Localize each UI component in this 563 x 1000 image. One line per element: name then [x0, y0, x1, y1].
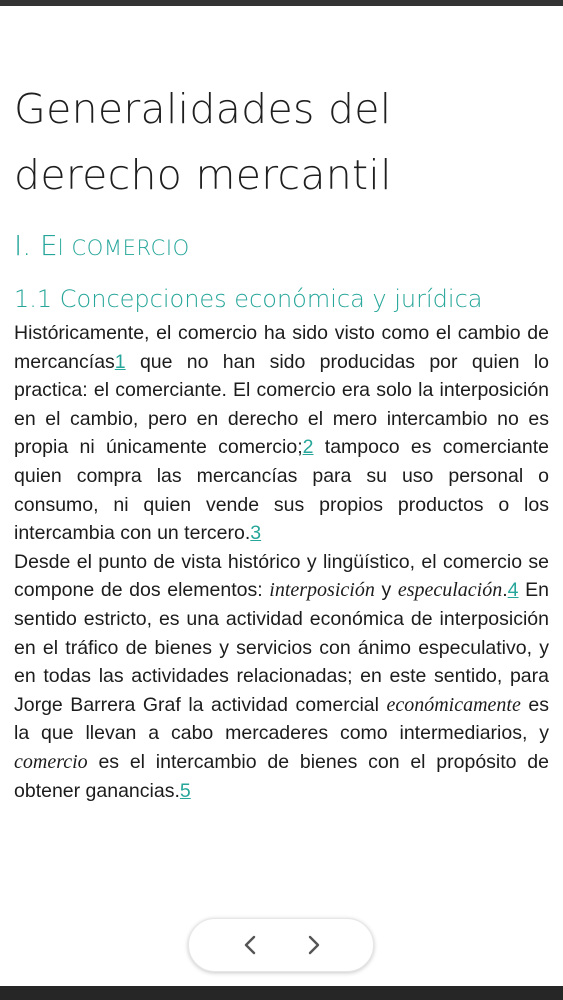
emphasis-interposicion: interposición — [269, 579, 375, 602]
paragraph-2: Desde el punto de vista histórico y lingüístico, el comercio se compone de dos elementos: interposición y especulación.4 En sentido estricto, es una actividad económica de interposición en el tráfico de bienes y servicios con ánimo especulativo, y en todas las actividades relacionadas; en este sentido, para Jorge Barrera Graf la actividad comercial económicamente es la que llevan a cabo mercaderes como intermediarios, y comercio es el intercambio de bienes con el propósito de obtener ganancias.5 — [14, 550, 549, 802]
book-title-line1: Generalidades del — [14, 85, 392, 133]
chevron-right-icon — [306, 934, 322, 956]
footnote-link-2[interactable]: 2 — [302, 436, 314, 459]
footnote-link-5[interactable]: 5 — [179, 779, 191, 802]
chapter-title-rest: l COMERCIO — [57, 236, 190, 260]
book-title-line2: derecho mercantil — [14, 151, 392, 199]
footnote-link-4[interactable]: 4 — [507, 579, 519, 602]
status-bar — [0, 0, 563, 6]
footnote-link-1[interactable]: 1 — [114, 350, 126, 373]
reader-content[interactable] — [14, 76, 549, 805]
footnote-link-3[interactable]: 3 — [250, 522, 262, 545]
paragraph-1: Históricamente, el comercio ha sido visto como el cambio de mercancías1 que no han sido producidas por quien lo practica: el comerciante. El comercio era solo la interposición en el cambio, pero en derecho el mero intercambio no es propia ni únicamente comercio;2 tampoco es comerciante quien compra las mercancías para su uso personal o consumo, ni quien vende sus propios productos o los intercambia con un tercero.3 — [14, 322, 549, 545]
previous-page-button[interactable] — [223, 919, 277, 971]
emphasis-comercio: comercio — [14, 750, 88, 773]
chapter-heading — [14, 228, 549, 266]
emphasis-especulacion: especulación — [397, 579, 503, 602]
chapter-number: I. E — [14, 229, 58, 262]
chevron-left-icon — [242, 934, 258, 956]
emphasis-economicamente: económicamente — [386, 693, 521, 716]
book-title — [14, 76, 549, 208]
navigation-bar — [0, 986, 563, 1000]
next-page-button[interactable] — [287, 919, 341, 971]
page-navigation — [188, 918, 374, 972]
section-heading: 1.1 Concepciones económica y jurídica — [14, 285, 483, 313]
